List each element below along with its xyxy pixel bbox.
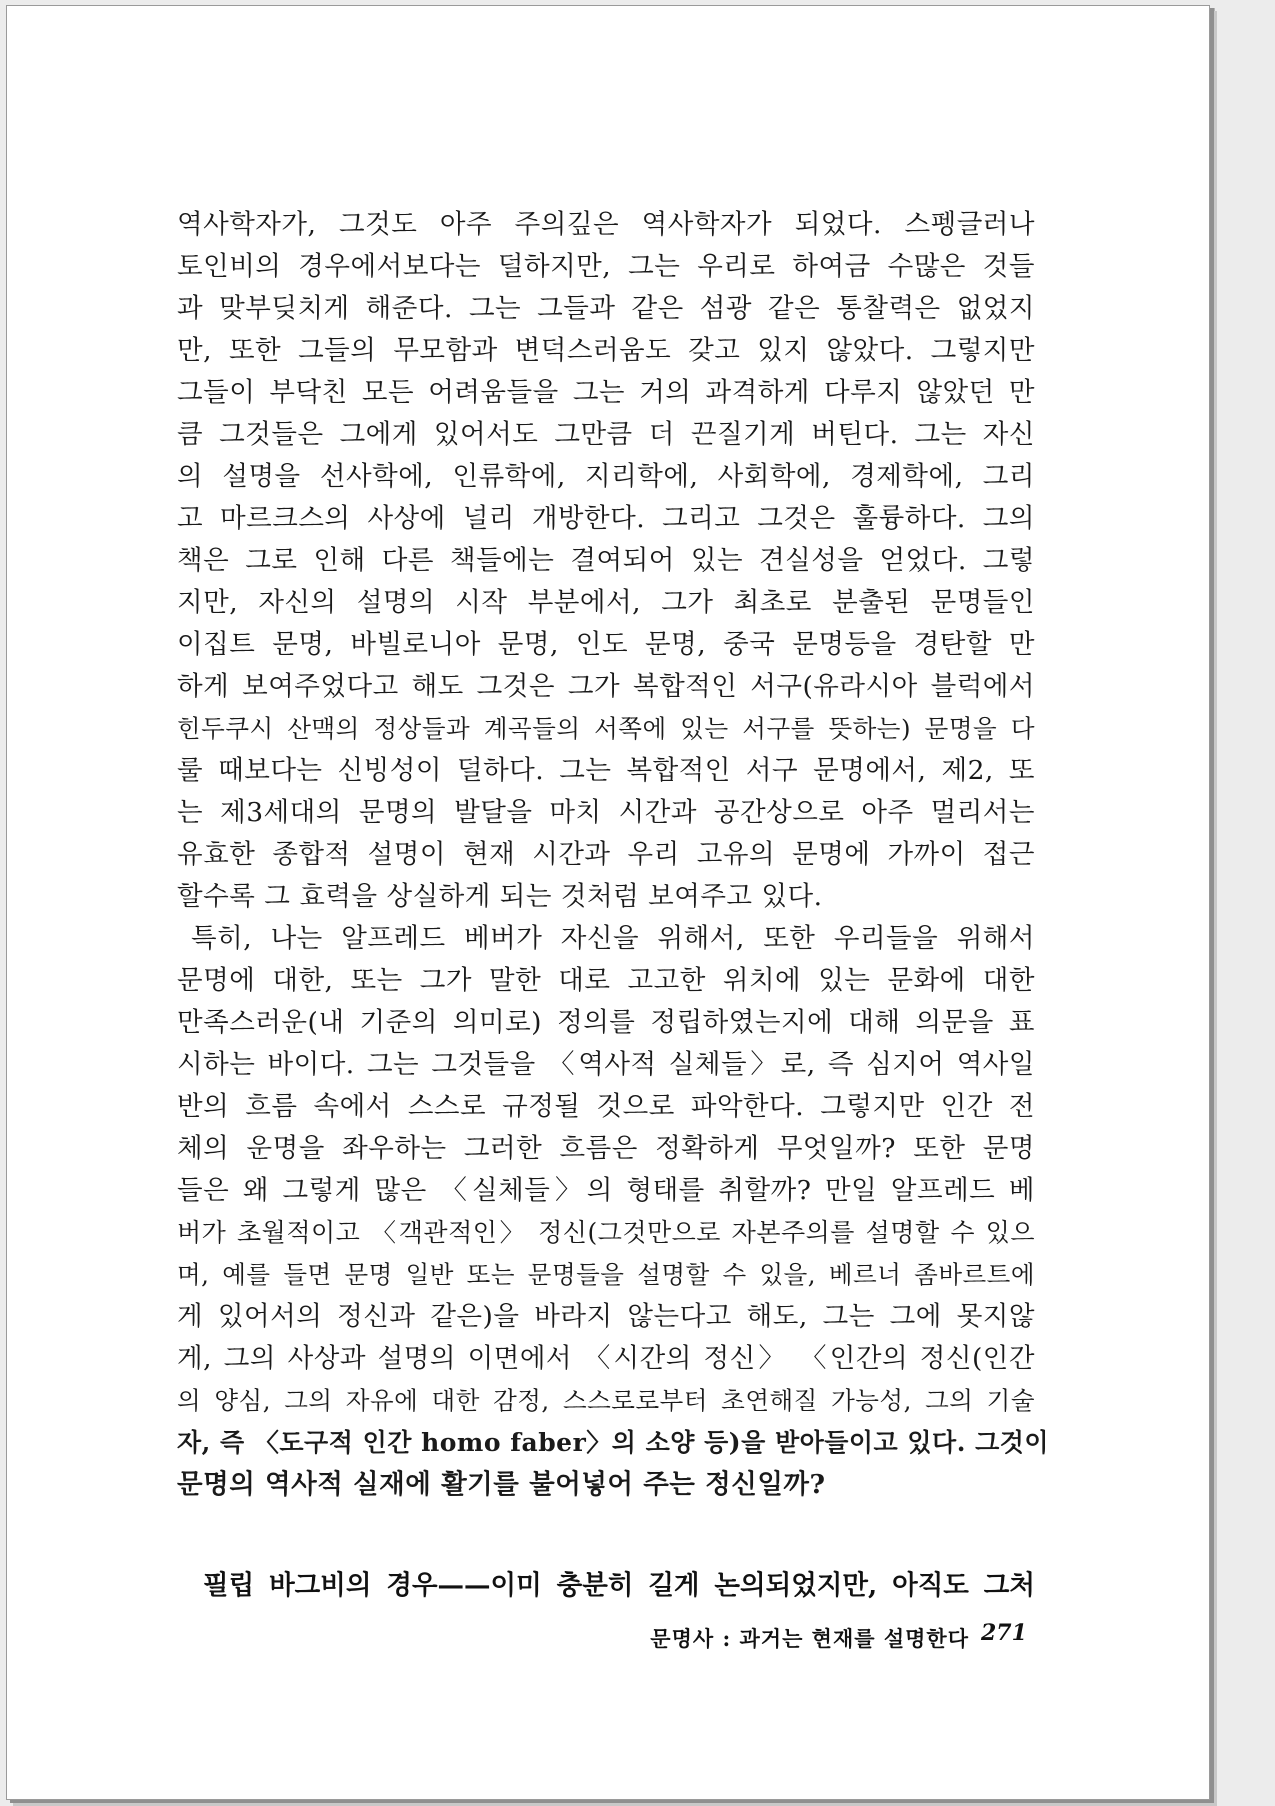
text-line: 의 설명을 선사학에, 인류학에, 지리학에, 사회학에, 경제학에, 그리 <box>177 461 1035 492</box>
text-line: 문명에 대한, 또는 그가 말한 대로 고고한 위치에 있는 문화에 대한 <box>177 965 1035 996</box>
text-line: 유효한 종합적 설명이 현재 시간과 우리 고유의 문명에 가까이 접근 <box>177 839 1035 870</box>
text-line: 체의 운명을 좌우하는 그러한 흐름은 정확하게 무엇일까? 또한 문명 <box>177 1133 1035 1164</box>
text-line: 는 제3세대의 문명의 발달을 마치 시간과 공간상으로 아주 멀리서는 <box>177 797 1035 828</box>
page-edge <box>1212 8 1215 1798</box>
text-line: 그들이 부닥친 모든 어려움들을 그는 거의 과격하게 다루지 않았던 만 <box>177 377 1035 408</box>
text-line: 이집트 문명, 바빌로니아 문명, 인도 문명, 중국 문명등을 경탄할 만 <box>177 629 1035 660</box>
text-line: 하게 보여주었다고 해도 그것은 그가 복합적인 서구(유라시아 블럭에서 <box>177 671 1035 702</box>
text-line: 문명의 역사적 실재에 활기를 불어넣어 주는 정신일까? <box>177 1469 826 1500</box>
text-line: 들은 왜 그렇게 많은 〈실체들〉의 형태를 취할까? 만일 알프레드 베 <box>177 1175 1035 1206</box>
page-number: 271 <box>981 1620 1027 1646</box>
text-line: 만, 또한 그들의 무모함과 변덕스러움도 갖고 있지 않았다. 그렇지만 <box>177 335 1035 366</box>
section-opening-line: 필립 바그비의 경우——이미 충분히 길게 논의되었지만, 아직도 그처 <box>203 1570 1035 1601</box>
text-line: 반의 흐름 속에서 스스로 규정될 것으로 파악한다. 그렇지만 인간 전 <box>177 1091 1035 1122</box>
text-line: 게, 그의 사상과 설명의 이면에서 〈시간의 정신〉 〈인간의 정신(인간 <box>177 1343 1035 1374</box>
text-line: 역사학자가, 그것도 아주 주의깊은 역사학자가 되었다. 스펭글러나 <box>177 209 1035 240</box>
document-page <box>6 5 1210 1800</box>
text-line: 게 있어서의 정신과 같은)을 바라지 않는다고 해도, 그는 그에 못지않 <box>177 1301 1035 1332</box>
running-footer: 문명사 : 과거는 현재를 설명한다 <box>650 1626 969 1651</box>
text-line: 큼 그것들은 그에게 있어서도 그만큼 더 끈질기게 버틴다. 그는 자신 <box>177 419 1035 450</box>
text-line: 시하는 바이다. 그는 그것들을 〈역사적 실체들〉로, 즉 심지어 역사일 <box>177 1049 1035 1080</box>
paragraph-start-line: 특히, 나는 알프레드 베버가 자신을 위해서, 또한 우리들을 위해서 <box>191 923 1035 954</box>
text-line: 고 마르크스의 사상에 널리 개방한다. 그리고 그것은 훌륭하다. 그의 <box>177 503 1035 534</box>
text-line: 지만, 자신의 설명의 시작 부분에서, 그가 최초로 분출된 문명들인 <box>177 587 1035 618</box>
text-line: 할수록 그 효력을 상실하게 되는 것처럼 보여주고 있다. <box>177 881 823 912</box>
text-line: 버가 초월적이고 〈객관적인〉 정신(그것만으로 자본주의를 설명할 수 있으 <box>177 1218 1035 1247</box>
text-line: 의 양심, 그의 자유에 대한 감정, 스스로로부터 초연해질 가능성, 그의 기술 <box>177 1386 1035 1415</box>
text-line: 책은 그로 인해 다른 책들에는 결여되어 있는 견실성을 얻었다. 그렇 <box>177 545 1035 576</box>
text-line: 며, 예를 들면 문명 일반 또는 문명들을 설명할 수 있을, 베르너 좀바르트에 <box>177 1260 1035 1289</box>
text-line: 토인비의 경우에서보다는 덜하지만, 그는 우리로 하여금 수많은 것들 <box>177 251 1035 282</box>
text-line: 힌두쿠시 산맥의 정상들과 계곡들의 서쪽에 있는 서구를 뜻하는) 문명을 다 <box>177 714 1035 743</box>
text-line: 과 맞부딪치게 해준다. 그는 그들과 같은 섬광 같은 통찰력은 없었지 <box>177 293 1035 324</box>
body-text <box>177 204 1050 1506</box>
text-line: 만족스러운(내 기준의 의미로) 정의를 정립하였는지에 대해 의문을 표 <box>177 1007 1035 1038</box>
text-line: 자, 즉 〈도구적 인간 homo faber〉의 소양 등)을 받아들이고 있다. 그것이 <box>177 1428 1050 1457</box>
text-line: 룰 때보다는 신빙성이 덜하다. 그는 복합적인 서구 문명에서, 제2, 또 <box>177 755 1035 786</box>
